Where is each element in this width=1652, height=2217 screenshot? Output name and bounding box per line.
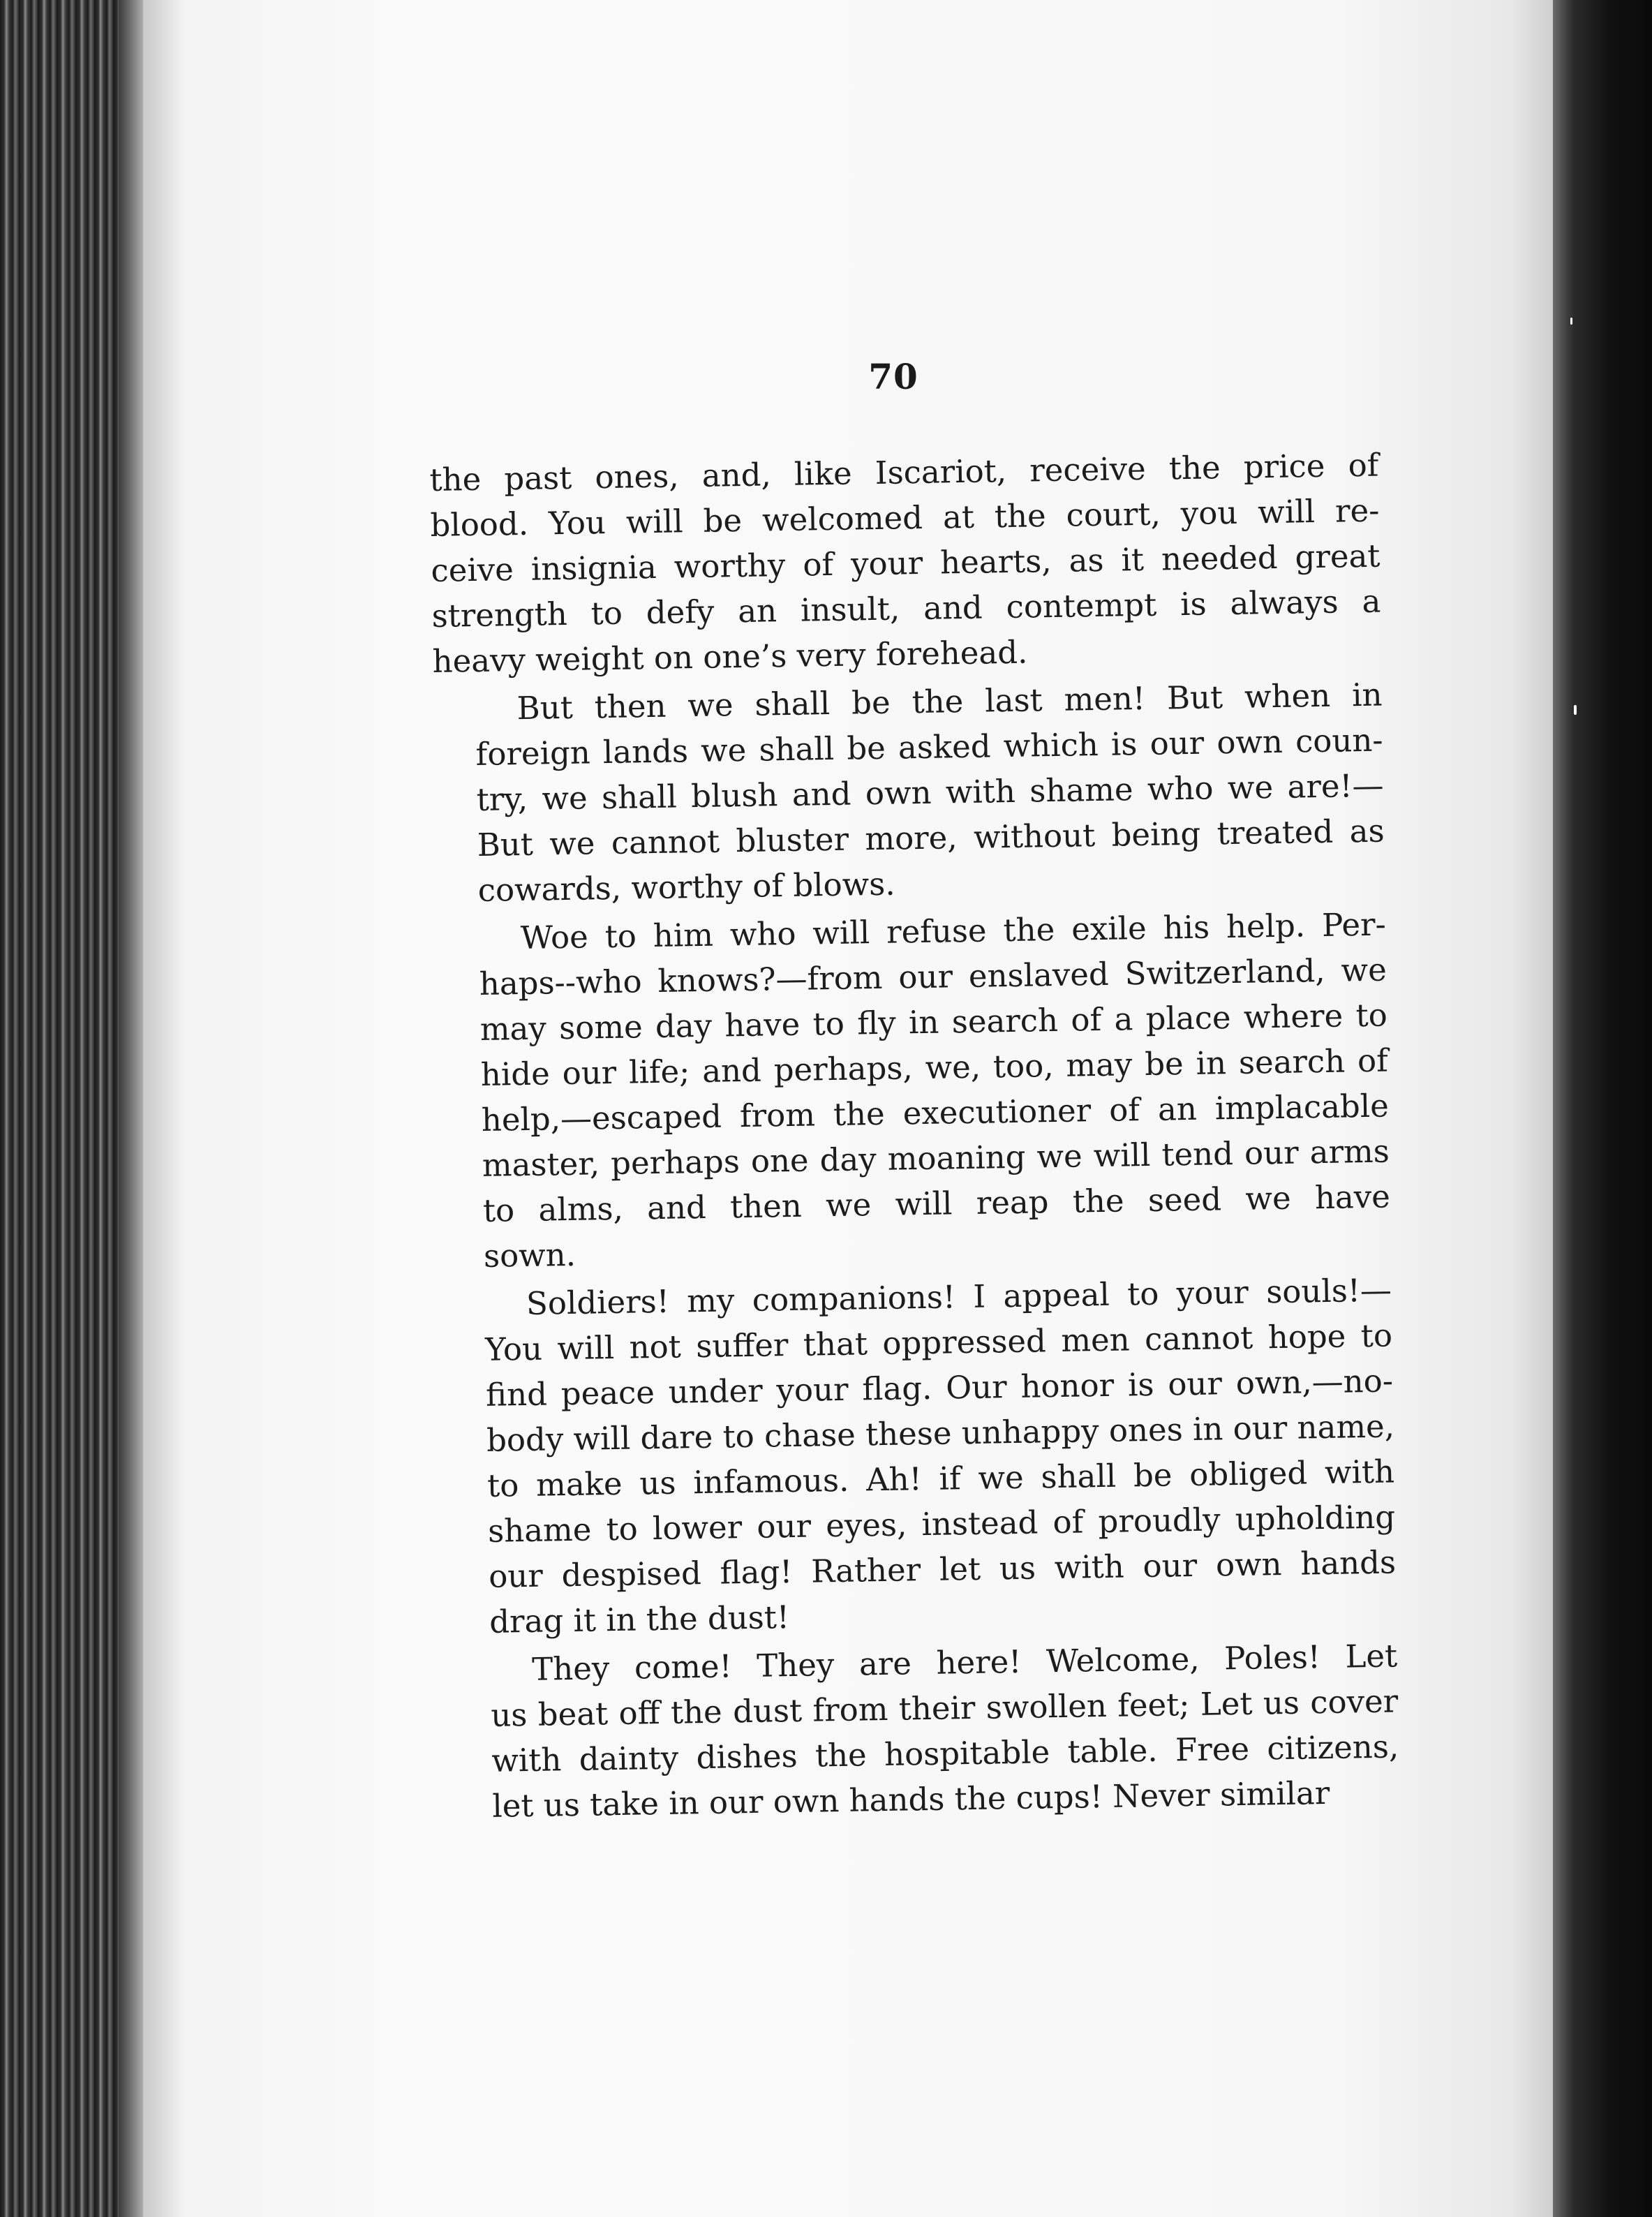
text-line: our despised flag! Rather let us with our own hands bbox=[488, 1543, 1397, 1595]
text-line: to make us infamous. Ah! if we shall be obliged with bbox=[486, 1453, 1395, 1504]
text-line: find peace under your flag. Our honor is our own,—no- bbox=[485, 1362, 1394, 1414]
body-text bbox=[429, 443, 1400, 1832]
text-line: ceive insignia worthy of your hearts, as it needed great bbox=[431, 537, 1381, 589]
paragraph bbox=[433, 672, 1385, 914]
text-line: master, perhaps one day moaning we will tend our arms bbox=[482, 1132, 1390, 1184]
text-line: foreign lands we shall be asked which is our own coun- bbox=[475, 721, 1383, 773]
book-page-edges bbox=[0, 0, 147, 2217]
text-line: the past ones, and, like Iscariot, receive the price of bbox=[429, 446, 1379, 498]
text-line: to alms, and then we will reap the seed we have bbox=[482, 1178, 1391, 1229]
text-line: let us take in our own hands the cups! Never similar bbox=[491, 1774, 1330, 1825]
paragraph bbox=[448, 1633, 1400, 1829]
scan-speck bbox=[1570, 318, 1572, 325]
text-line: heavy weight on one’s very forehead. bbox=[432, 633, 1028, 680]
text-line: body will dare to chase these unhappy ones in our name, bbox=[486, 1407, 1395, 1459]
text-line: help,—escaped from the executioner of an implacable bbox=[481, 1087, 1390, 1139]
text-line: shame to lower our eyes, instead of proudly upholding bbox=[487, 1498, 1396, 1550]
text-line: us beat off the dust from their swollen feet; Let us cover bbox=[490, 1682, 1399, 1734]
text-line: They come! They are here! Welcome, Poles! Let bbox=[531, 1637, 1398, 1688]
text-line: sown. bbox=[483, 1236, 576, 1275]
paragraph bbox=[442, 1267, 1397, 1645]
text-line: with dainty dishes the hospitable table. Free citizens, bbox=[491, 1728, 1399, 1779]
page-number: 70 bbox=[868, 356, 918, 397]
book-right-edge bbox=[1553, 0, 1652, 2217]
text-line: Soldiers! my companions! I appeal to your souls!— bbox=[526, 1271, 1392, 1322]
text-line: may some day have to fly in search of a place where to bbox=[479, 996, 1388, 1048]
text-line: hide our life; and perhaps, we, too, may be in search of bbox=[480, 1041, 1389, 1093]
paragraph bbox=[429, 443, 1382, 684]
text-line: cowards, worthy of blows. bbox=[477, 865, 895, 909]
text-line: But then we shall be the last men! But when in bbox=[516, 676, 1383, 727]
text-line: But we cannot bluster more, without being treated as bbox=[477, 812, 1385, 863]
text-line: haps--who knows?—from our enslaved Switzerland, we bbox=[479, 951, 1387, 1002]
text-line: strength to defy an insult, and contempt is always a bbox=[431, 582, 1381, 635]
text-line: drag it in the dust! bbox=[489, 1599, 790, 1640]
scan-speck bbox=[1574, 705, 1577, 715]
text-line: You will not suffer that oppressed men cannot hope to bbox=[484, 1317, 1393, 1368]
text-line: try, we shall blush and own with shame who we are!— bbox=[476, 766, 1384, 818]
text-line: Woe to him who will refuse the exile his help. Per- bbox=[520, 905, 1387, 957]
text-line: blood. You will be welcomed at the court, you will re- bbox=[430, 491, 1380, 544]
paragraph bbox=[436, 902, 1391, 1280]
